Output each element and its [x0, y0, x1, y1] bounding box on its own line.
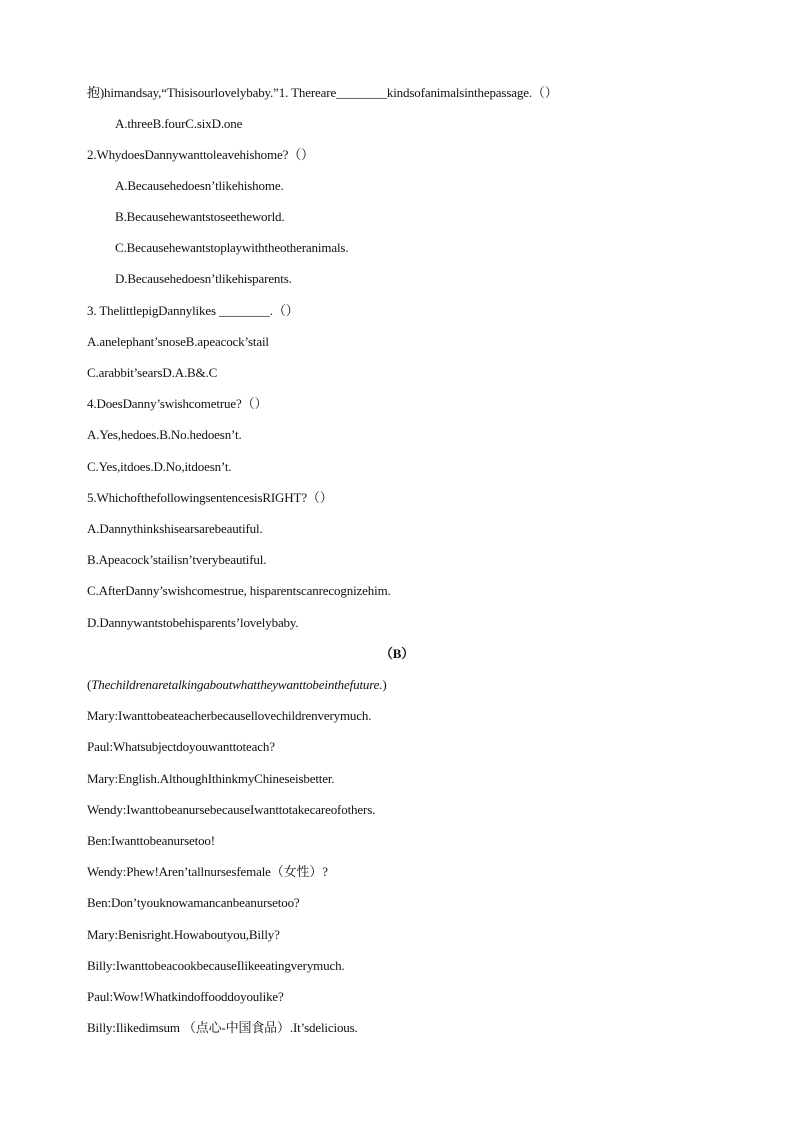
question-3: 3. ThelittlepigDannylikes ________.（）	[87, 303, 299, 318]
question-5-option-a: A.Dannythinkshisearsarebeautiful.	[87, 521, 263, 536]
question-5-option-c: C.AfterDanny’swishcomestrue, hisparentscanrecognizehim.	[87, 583, 391, 598]
dialogue-line: Paul:Wow!Whatkindoffooddoyoulike?	[87, 989, 284, 1004]
question-1-options: A.threeB.fourC.sixD.one	[115, 116, 243, 131]
question-5-option-d: D.Dannywantstobehisparents’lovelybaby.	[87, 615, 299, 630]
question-2: 2.WhydoesDannywanttoleavehishome?（）	[87, 147, 314, 162]
dialogue-line: Billy:IwanttobeacookbecauseIlikeeatingverymuch.	[87, 958, 345, 973]
question-3-options-cd: C.arabbit’searsD.A.B&.C	[87, 365, 218, 380]
question-4-options-ab: A.Yes,hedoes.B.No.hedoesn’t.	[87, 427, 242, 442]
section-b-heading: （B）	[379, 646, 415, 661]
question-2-option-d: D.Becausehedoesn’tlikehisparents.	[115, 271, 292, 286]
dialogue-line: Ben:Don’tyouknowamancanbeanursetoo?	[87, 895, 300, 910]
dialogue-line: Mary:English.AlthoughIthinkmyChineseisbetter.	[87, 771, 335, 786]
question-2-option-c: C.Becausehewantstoplaywiththeotheranimals.	[115, 240, 349, 255]
section-b-intro	[87, 677, 387, 693]
question-3-options-ab: A.anelephant’snoseB.apeacock’stail	[87, 334, 269, 349]
question-4-options-cd: C.Yes,itdoes.D.No,itdoesn’t.	[87, 459, 232, 474]
dialogue-line: Mary:Iwanttobeateacherbecausellovechildrenverymuch.	[87, 708, 372, 723]
question-5: 5.WhichofthefollowingsentencesisRIGHT?（）	[87, 490, 333, 505]
intro-close-paren: )	[382, 677, 387, 692]
question-2-option-b: B.Becausehewantstoseetheworld.	[115, 209, 285, 224]
intro-open-paren: (	[87, 677, 92, 692]
dialogue-line: Billy:Ilikedimsum （点心-中国食品）.It’sdelicious.	[87, 1020, 358, 1035]
passage-end-and-question-1: 抱)himandsay,“Thisisourlovelybaby.”1. Thereare________kindsofanimalsinthepassage.（）	[87, 85, 558, 100]
dialogue-line: Mary:Benisright.Howaboutyou,Billy?	[87, 927, 280, 942]
dialogue-line: Wendy:IwanttobeanursebecauseIwanttotakecareofothers.	[87, 802, 376, 817]
dialogue-line: Wendy:Phew!Aren’tallnursesfemale（女性）?	[87, 864, 328, 879]
dialogue-line: Ben:Iwanttobeanursetoo!	[87, 833, 215, 848]
question-2-option-a: A.Becausehedoesn’tlikehishome.	[115, 178, 284, 193]
question-5-option-b: B.Apeacock’stailisn’tverybeautiful.	[87, 552, 267, 567]
intro-text: Thechildrenaretalkingaboutwhattheywanttobeinthefuture.	[91, 677, 383, 692]
question-4: 4.DoesDanny’swishcometrue?（）	[87, 396, 268, 411]
dialogue-line: Paul:Whatsubjectdoyouwanttoteach?	[87, 739, 275, 754]
